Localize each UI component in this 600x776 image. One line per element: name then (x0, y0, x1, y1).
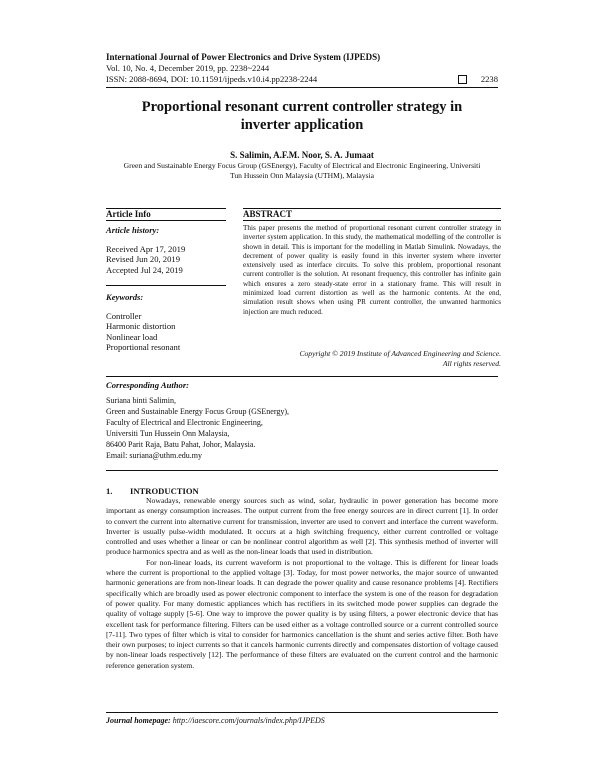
copyright (243, 349, 501, 368)
corresponding-author-details (106, 395, 498, 461)
revised-date: Revised Jun 20, 2019 (106, 254, 180, 265)
section-title: INTRODUCTION (130, 486, 199, 496)
footer-rule (106, 712, 498, 713)
paper-title (106, 98, 498, 134)
accepted-date: Accepted Jul 24, 2019 (106, 264, 183, 275)
header-rule (106, 87, 498, 88)
title-line-1: Proportional resonant current controller strategy in (141, 99, 463, 115)
article-info-top-rule (106, 208, 226, 209)
section-heading (106, 486, 199, 496)
corresponding-author-heading: Corresponding Author: (106, 380, 190, 390)
keywords-block (106, 292, 226, 353)
article-history (106, 225, 226, 275)
corr-line: Suriana binti Salimin, (106, 396, 176, 405)
copyright-line-2: All rights reserved. (442, 358, 501, 368)
copyright-line-1: Copyright © 2019 Institute of Advanced Engineering and Science. (299, 349, 501, 358)
keywords-label: Keywords: (106, 292, 144, 302)
square-icon (458, 75, 467, 84)
received-date: Received Apr 17, 2019 (106, 243, 186, 254)
journal-name: International Journal of Power Electronics and Drive System (IJPEDS) (106, 52, 381, 62)
paragraph: For non-linear loads, its current waveform is not proportional to the voltage. This is different for linear loads where the current is proportional to the applied voltage [3]. Today, for most power networks, the major source of unwanted harmonic generations are from non-linear loads. It can degrade the power quality and cause resonance problems [4]. Rectifiers specifically which are broadly used as power electronic component to interface the system is one of the reason for degradation of power quality. For many domestic appliances which has rectifiers in its switched mode power supplies can degrade the quality of voltage supply [5-6]. One way to improve the power quality is by using filters, a power electronic device that has excellent task for performance filtering. Filters can be used either as a voltage controlled source or a current controlled source [7-11]. Two types of filter which is vital to consider for harmonics cancellation is the shunt and series active filter. Both have their own purposes; to inject currents so that it cancels harmonic currents directly and compensates distortion of voltage caused by non-linear loads respectively [12]. The performance of these filters are evaluated on the current control and the harmonic reference generation system. (106, 557, 498, 670)
corr-line: 86400 Parit Raja, Batu Pahat, Johor, Malaysia. (106, 440, 256, 449)
journal-header (106, 52, 498, 85)
journal-issn-doi: ISSN: 2088-8694, DOI: 10.11591/ijpeds.v10.i4.pp2238-2244 (106, 74, 318, 84)
keyword-item: Nonlinear load (106, 331, 158, 342)
corr-line: Faculty of Electrical and Electronic Engineering, (106, 418, 263, 427)
title-line-2: inverter application (240, 117, 364, 133)
affiliation (106, 161, 498, 181)
footer-label: Journal homepage (106, 716, 169, 725)
history-label: Article history: (106, 225, 160, 235)
abstract-heading: ABSTRACT (243, 209, 293, 219)
keyword-item: Controller (106, 310, 142, 321)
keyword-item: Proportional resonant (106, 342, 181, 353)
section-number: 1. (106, 486, 113, 496)
article-info-heading-rule (106, 220, 226, 221)
corr-line: Universiti Tun Hussein Onn Malaysia, (106, 429, 230, 438)
affiliation-line-2: Tun Hussein Onn Malaysia (UTHM), Malaysia (230, 171, 374, 180)
affiliation-line-1: Green and Sustainable Energy Focus Group (GSEnergy), Faculty of Electrical and Electronic Engineering, Universiti (123, 161, 481, 170)
article-info-heading: Article Info (106, 209, 151, 219)
corr-email: Email: suriana@uthm.edu.my (106, 451, 203, 460)
authors: S. Salimin, A.F.M. Noor, S. A. Jumaat (230, 150, 374, 160)
paragraph: Nowadays, renewable energy sources such as wind, solar, hydraulic in power generation has become more important as energy consumption increases. The output current from the free energy sources are in direct current [1]. In order to convert the current into alternative current for transmission, inverter are used to convert and interface the current waveform. Inverter is usually pulse-width modulated. It occurs at a high switching frequency, either current controlled or voltage controlled and uses whether a linear or can be nonlinear control algorithm as well [2]. This synthesis method of inverter will produce harmonics spectra and as well as the non-linear loads that used in distribution. (106, 496, 498, 557)
page-number: 2238 (480, 74, 498, 84)
journal-footer: Journal homepage: http://iaescore.com/journals/index.php/IJPEDS (106, 716, 325, 725)
introduction-body (106, 496, 498, 671)
keywords-rule (106, 285, 226, 286)
abstract-text: This paper presents the method of proportional resonant current controller strategy in inverter system application. In this study, the mathematical modelling of the controller is shown in detail. This is important for the modelling in Matlab Simulink. Nowadays, the decrement of power quality is easily found in this inverter system where inverter extensively used as interface circuits. To solve this problem, proportional resonant current controller is the solution. At resonant frequency, this controller has infinite gain which ensures a zero steady-state error in a stationary frame. This will result in minimized load current distortion as well as the harmonic contents. At the end, simulation result shows when using PR current controller, the unwanted harmonics injection are much reduced. (243, 224, 501, 316)
corresponding-rule (106, 376, 498, 377)
corresponding-bottom-rule (106, 470, 498, 471)
journal-volume: Vol. 10, No. 4, December 2019, pp. 2238~2244 (106, 63, 270, 73)
keyword-item: Harmonic distortion (106, 321, 176, 332)
corr-line: Green and Sustainable Energy Focus Group (GSEnergy), (106, 407, 289, 416)
journal-homepage-link[interactable]: http://iaescore.com/journals/index.php/IJPEDS (172, 716, 325, 725)
abstract-top-rule (243, 208, 501, 209)
abstract-heading-rule (243, 220, 501, 221)
